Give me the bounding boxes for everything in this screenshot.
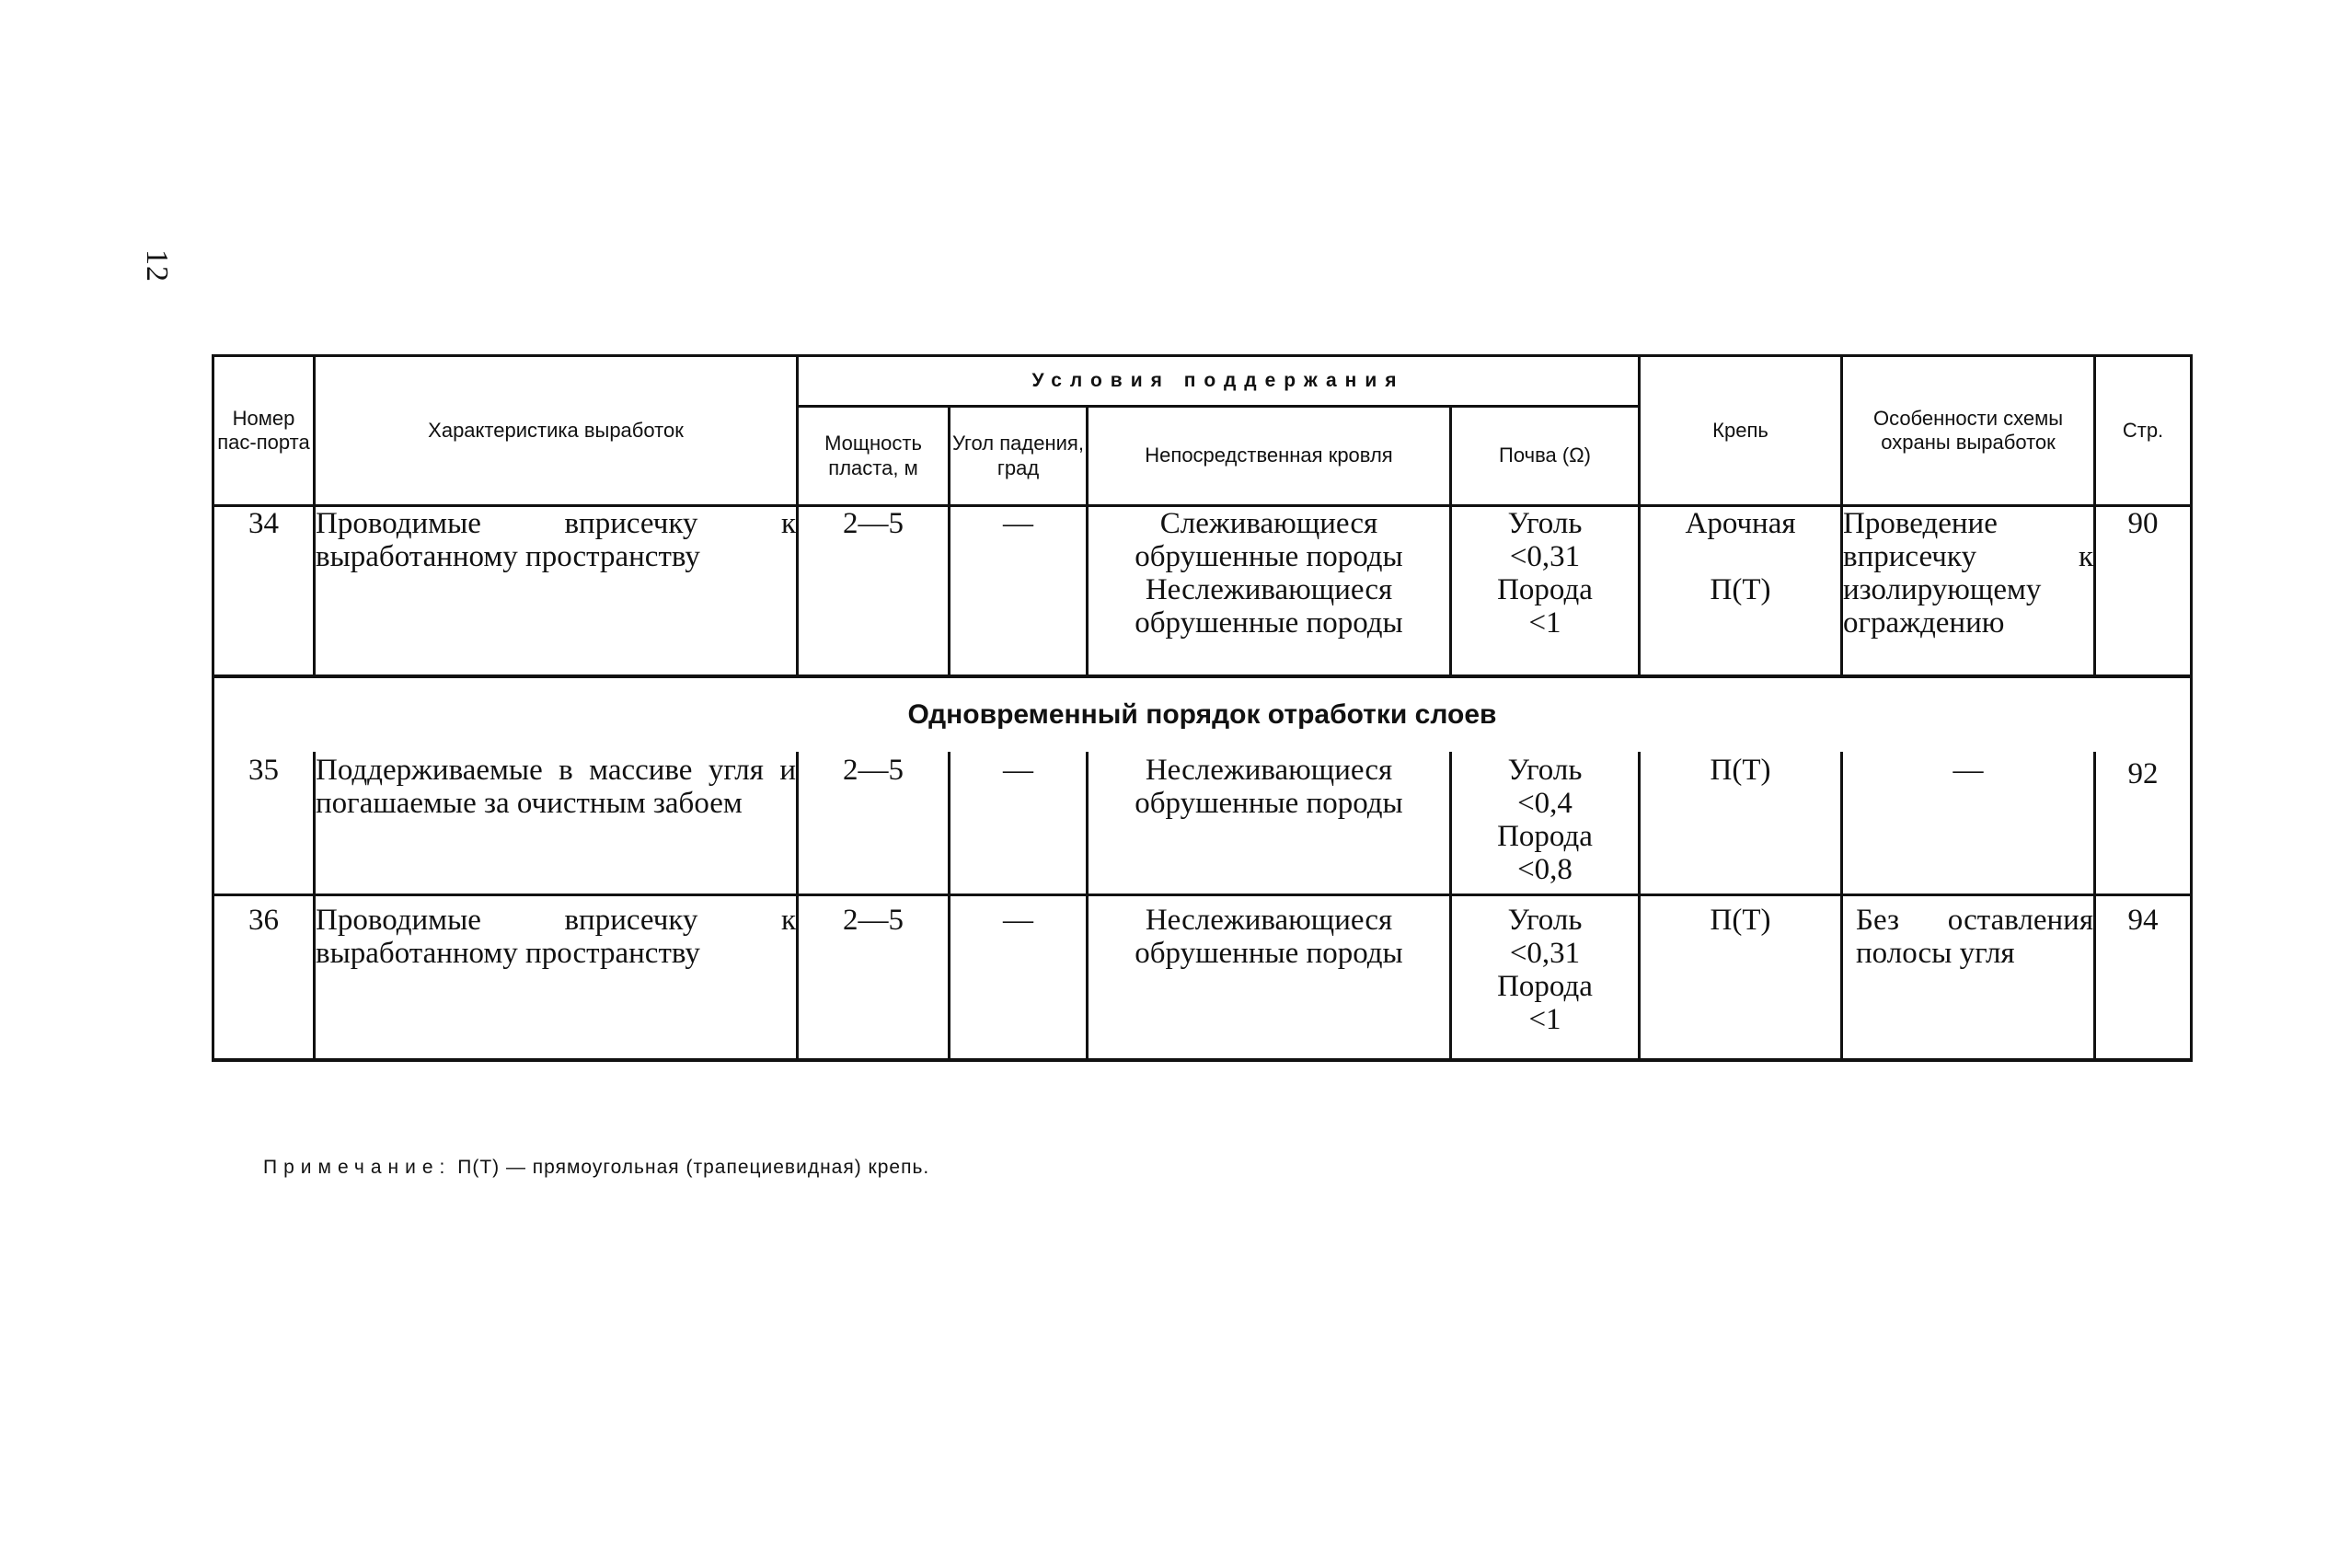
row-page: 90 — [2095, 506, 2192, 677]
row-scheme: — — [1842, 752, 2095, 895]
floor-line: <1 — [1528, 1003, 1561, 1036]
row-page: 92 — [2095, 752, 2192, 895]
floor-line: Порода — [1497, 970, 1593, 1003]
floor-line: Уголь — [1507, 507, 1583, 540]
floor-line: Уголь — [1507, 904, 1583, 937]
floor-line: <1 — [1528, 606, 1561, 640]
row-characteristic: Проводимые вприсечку к выработанному пространству — [315, 895, 798, 1061]
row-floor — [1451, 506, 1640, 677]
header-immediate-roof: Непосредственная кровля — [1088, 407, 1451, 506]
row-dip: — — [950, 895, 1088, 1061]
floor-line: Порода — [1497, 820, 1593, 853]
row-floor — [1451, 895, 1640, 1061]
header-characteristic: Характеристика выработок — [315, 356, 798, 506]
section-title: Одновременный порядок отработки слоев — [213, 676, 2192, 752]
footnote — [263, 1157, 929, 1179]
row-dip: — — [950, 506, 1088, 677]
mining-workings-table — [212, 354, 2193, 1062]
header-conditions-group: Условия поддержания — [798, 356, 1640, 407]
table-row — [213, 506, 2192, 677]
row-support — [1640, 506, 1842, 677]
floor-line: <0,4 — [1517, 787, 1572, 820]
row-characteristic: Поддерживаемые в массиве угля и погашаемые за очистным забоем — [315, 752, 798, 895]
row-dip: — — [950, 752, 1088, 895]
row-support — [1640, 752, 1842, 895]
row-support — [1640, 895, 1842, 1061]
roof-line: Неслеживающиеся обрушенные породы — [1135, 904, 1403, 970]
header-protection-scheme: Особенности схемы охраны выработок — [1842, 356, 2095, 506]
support-line: П(Т) — [1710, 573, 1771, 606]
row-scheme: Без оставления полосы угля — [1842, 895, 2095, 1061]
row-number: 34 — [213, 506, 315, 677]
row-characteristic: Проводимые вприсечку к выработанному пространству — [315, 506, 798, 677]
header-passport-no: Номер пас-порта — [213, 356, 315, 506]
floor-line: <0,8 — [1517, 853, 1572, 886]
floor-line: <0,31 — [1509, 540, 1581, 573]
page-number: 12 — [140, 249, 174, 282]
row-thickness: 2—5 — [798, 895, 950, 1061]
support-line: П(Т) — [1710, 754, 1771, 787]
roof-line: Слеживающиеся обрушенные породы — [1135, 507, 1403, 573]
floor-line: Порода — [1497, 573, 1593, 606]
roof-line: Неслеживающиеся обрушенные породы — [1135, 573, 1403, 640]
header-page: Стр. — [2095, 356, 2192, 506]
roof-line: Неслеживающиеся обрушенные породы — [1135, 754, 1403, 820]
section-row — [213, 676, 2192, 752]
footnote-label: Примечание: — [263, 1157, 452, 1178]
row-roof — [1088, 506, 1451, 677]
row-thickness: 2—5 — [798, 752, 950, 895]
header-support: Крепь — [1640, 356, 1842, 506]
row-roof — [1088, 895, 1451, 1061]
row-number: 35 — [213, 752, 315, 895]
table-row — [213, 895, 2192, 1061]
row-page: 94 — [2095, 895, 2192, 1061]
table-row — [213, 752, 2192, 895]
footnote-text: П(Т) — прямоугольная (трапециевидная) крепь. — [457, 1157, 930, 1178]
row-scheme: Проведение вприсечку к изолирующему ограждению — [1842, 506, 2095, 677]
row-thickness: 2—5 — [798, 506, 950, 677]
header-dip-angle: Угол падения, град — [950, 407, 1088, 506]
row-roof — [1088, 752, 1451, 895]
support-line: П(Т) — [1710, 904, 1771, 937]
floor-line: Уголь — [1507, 754, 1583, 787]
row-floor — [1451, 752, 1640, 895]
row-number: 36 — [213, 895, 315, 1061]
header-floor: Почва (Ω) — [1451, 407, 1640, 506]
floor-line: <0,31 — [1509, 937, 1581, 970]
header-thickness: Мощность пласта, м — [798, 407, 950, 506]
support-line: Арочная — [1685, 507, 1796, 540]
